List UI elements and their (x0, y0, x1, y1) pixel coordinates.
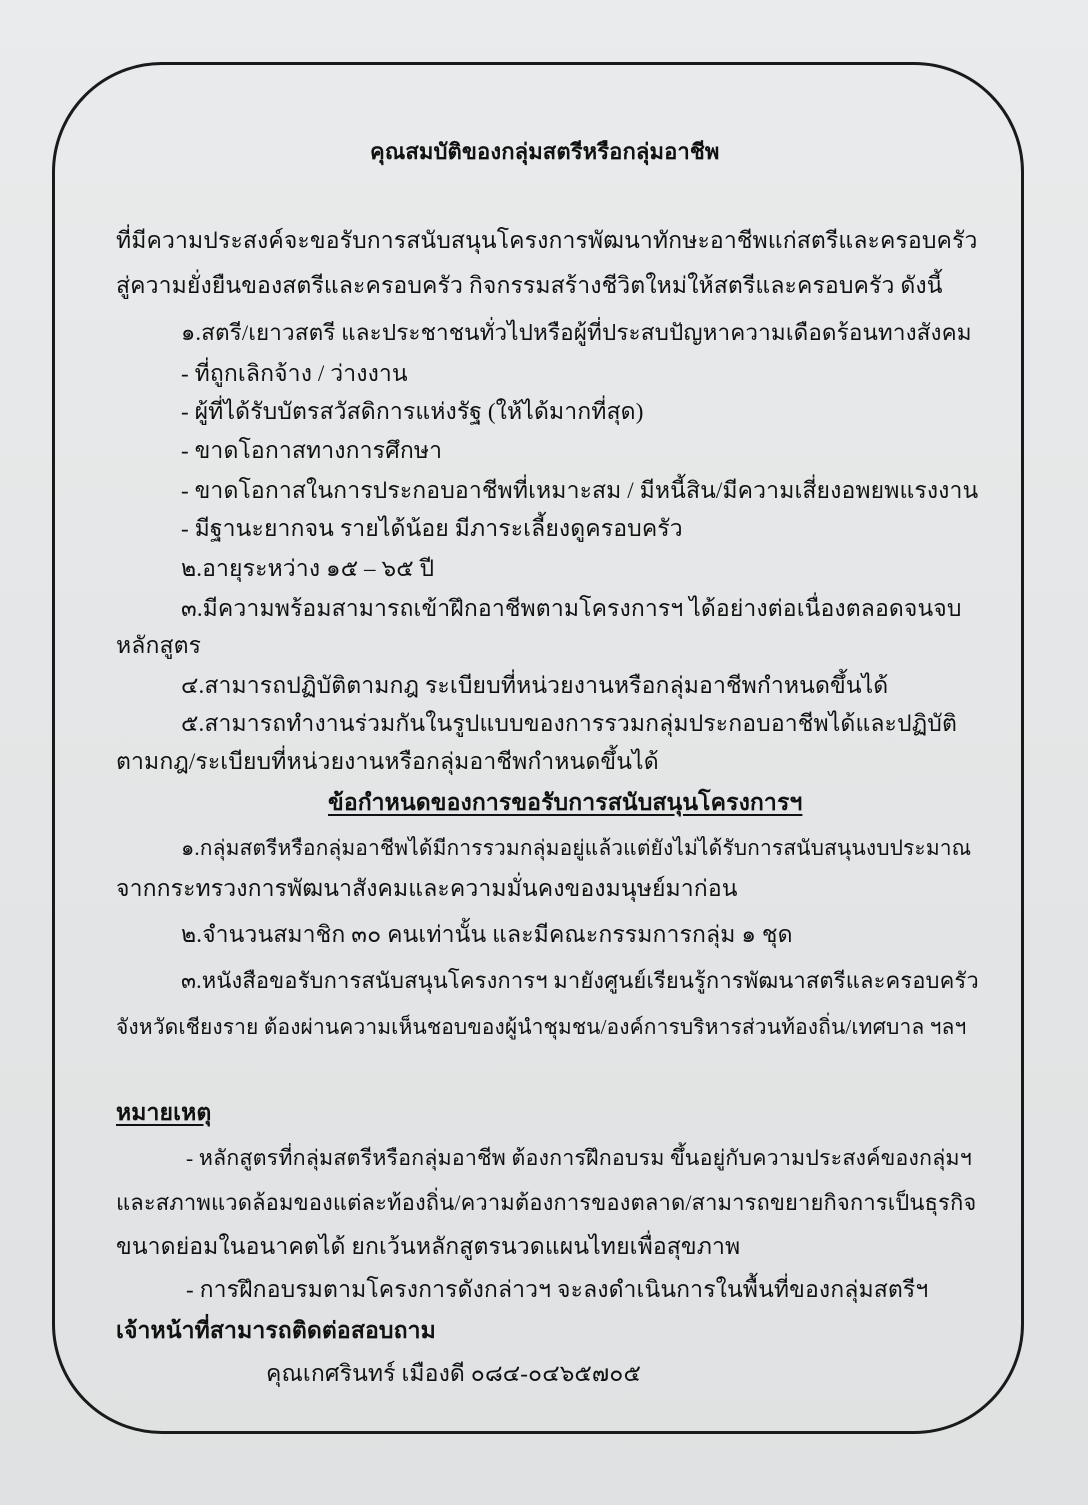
qualification-item-5-cont: ตามกฎ/ระเบียบที่หน่วยงานหรือกลุ่มอาชีพกำหนดขึ้นได้ (116, 749, 659, 774)
qualification-sub-5: - มีฐานะยากจน รายได้น้อย มีภาระเลี้ยงดูครอบครัว (181, 516, 683, 541)
requirement-item-1-cont: จากกระทรวงการพัฒนาสังคมและความมั่นคงของมนุษย์มาก่อน (116, 876, 738, 901)
qualification-sub-4: - ขาดโอกาสในการประกอบอาชีพที่เหมาะสม / มีหนี้สิน/มีความเสี่ยงอพยพแรงงาน (181, 478, 979, 503)
requirement-item-2: ๒.จำนวนสมาชิก ๓๐ คนเท่านั้น และมีคณะกรรมการกลุ่ม ๑ ชุด (181, 922, 793, 947)
requirement-item-1: ๑.กลุ่มสตรีหรือกลุ่มอาชีพได้มีการรวมกลุ่มอยู่แล้วแต่ยังไม่ได้รับการสนับสนุนงบประมาณ (181, 836, 972, 860)
contact-heading: เจ้าหน้าที่สามารถติดต่อสอบถาม (116, 1318, 436, 1343)
note-item-1: - หลักสูตรที่กลุ่มสตรีหรือกลุ่มอาชีพ ต้องการฝึกอบรม ขึ้นอยู่กับความประสงค์ของกลุ่มฯ (186, 1146, 972, 1170)
requirement-item-3-cont: จังหวัดเชียงราย ต้องผ่านความเห็นชอบของผู้นำชุมชน/องค์การบริหารส่วนท้องถิ่น/เทศบาล ฯลฯ (116, 1015, 967, 1039)
qualification-sub-1: - ที่ถูกเลิกจ้าง / ว่างงาน (181, 361, 408, 386)
requirement-item-3: ๓.หนังสือขอรับการสนับสนุนโครงการฯ มายังศูนย์เรียนรู้การพัฒนาสตรีและครอบครัว (181, 968, 979, 993)
intro-line-2: สู่ความยั่งยืนของสตรีและครอบครัว กิจกรรมสร้างชีวิตใหม่ให้สตรีและครอบครัว ดังนี้ (116, 273, 943, 298)
qualification-item-5: ๕.สามารถทำงานร่วมกันในรูปแบบของการรวมกลุ่มประกอบอาชีพได้และปฏิบัติ (181, 711, 957, 736)
note-item-1-cont-1: และสภาพแวดล้อมของแต่ละท้องถิ่น/ความต้องการของตลาด/สามารถขยายกิจการเป็นธุรกิจ (116, 1190, 977, 1215)
note-item-1-cont-2: ขนาดย่อมในอนาคตได้ ยกเว้นหลักสูตรนวดแผนไทยเพื่อสุขภาพ (116, 1234, 741, 1259)
qualification-item-4: ๔.สามารถปฏิบัติตามกฎ ระเบียบที่หน่วยงานหรือกลุ่มอาชีพกำหนดขึ้นได้ (181, 673, 889, 698)
intro-line-1: ที่มีความประสงค์จะขอรับการสนับสนุนโครงการพัฒนาทักษะอาชีพแก่สตรีและครอบครัว (116, 228, 978, 253)
contact-line: คุณเกศรินทร์ เมืองดี ๐๘๔-๐๔๖๕๗๐๕ (266, 1361, 641, 1386)
requirements-heading: ข้อกำหนดของการขอรับการสนับสนุนโครงการฯ (328, 790, 803, 815)
qualification-item-1: ๑.สตรี/เยาวสตรี และประชาชนทั่วไปหรือผู้ที่ประสบปัญหาความเดือดร้อนทางสังคม (181, 320, 972, 345)
qualification-item-2: ๒.อายุระหว่าง ๑๕ – ๖๕ ปี (181, 556, 435, 581)
qualification-item-3-cont: หลักสูตร (116, 633, 202, 658)
qualification-sub-3: - ขาดโอกาสทางการศึกษา (181, 438, 443, 463)
qualification-sub-2: - ผู้ที่ได้รับบัตรสวัสดิการแห่งรัฐ (ให้ได้มากที่สุด) (181, 399, 644, 424)
document-title: คุณสมบัติของกลุ่มสตรีหรือกลุ่มอาชีพ (370, 139, 720, 164)
note-item-2: - การฝึกอบรมตามโครงการดังกล่าวฯ จะลงดำเนินการในพื้นที่ของกลุ่มสตรีฯ (186, 1277, 929, 1302)
qualification-item-3: ๓.มีความพร้อมสามารถเข้าฝึกอาชีพตามโครงการฯ ได้อย่างต่อเนื่องตลอดจนจบ (181, 596, 962, 621)
note-heading: หมายเหตุ (116, 1100, 212, 1125)
